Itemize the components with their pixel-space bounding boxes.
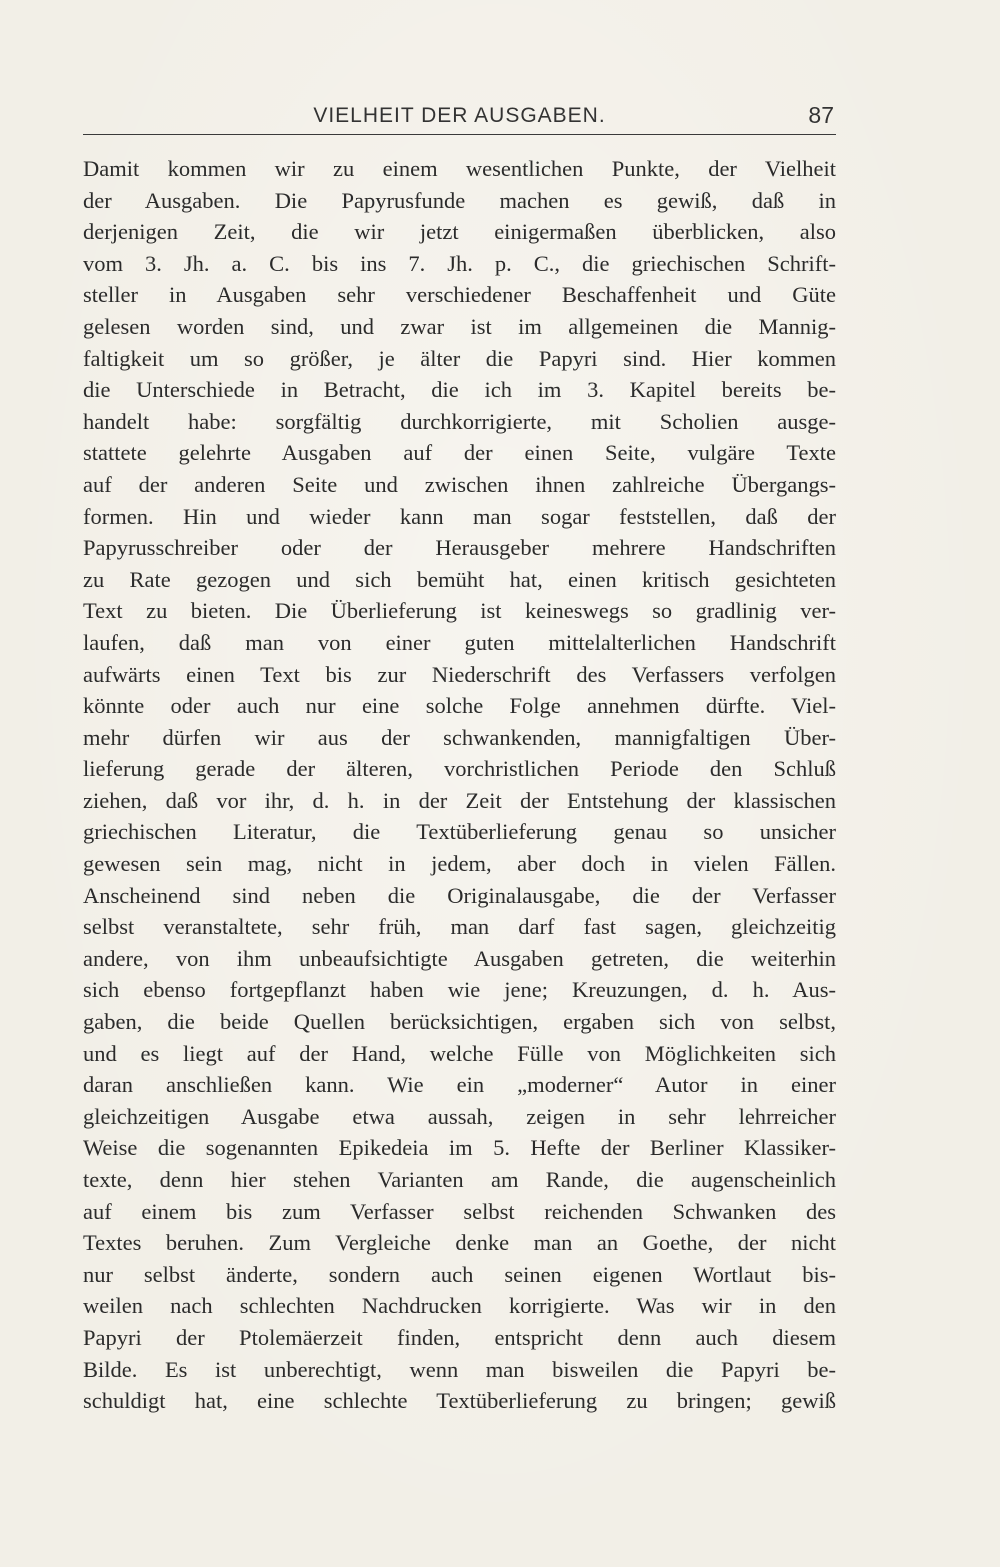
text-line-4: vom 3. Jh. a. C. bis ins 7. Jh. p. C., die griechischen Schrift- [83,250,836,276]
text-line-27: sich ebenso fortgepflanzt haben wie jene; Kreuzungen, d. h. Aus- [83,977,836,1003]
text-line-37: weilen nach schlechten Nachdrucken korrigierte. Was wir in den [83,1293,836,1319]
text-line-29: und es liegt auf der Hand, welche Fülle von Möglichkeiten sich [83,1040,836,1066]
text-line-38: Papyri der Ptolemäerzeit finden, entspricht denn auch diesem [83,1324,836,1350]
running-head: VIELHEIT DER AUSGABEN. [313,104,606,127]
text-line-2: der Ausgaben. Die Papyrusfunde machen es gewiß, daß in [83,187,836,213]
body-text [83,153,836,1417]
text-line-35: Textes beruhen. Zum Vergleiche denke man an Goethe, der nicht [83,1230,836,1256]
text-line-26: andere, von ihm unbeaufsichtigte Ausgaben getreten, die weiterhin [83,945,836,971]
text-line-15: Text zu bieten. Die Überlieferung ist keineswegs so gradlinig ver- [83,598,836,624]
text-line-31: gleichzeitigen Ausgabe etwa aussah, zeigen in sehr lehrreicher [83,1103,836,1129]
text-line-40: schuldigt hat, eine schlechte Textüberlieferung zu bringen; gewiß [83,1388,836,1414]
text-line-20: lieferung gerade der älteren, vorchristlichen Periode den Schluß [83,756,836,782]
text-line-25: selbst veranstaltete, sehr früh, man darf fast sagen, gleichzeitig [83,914,836,940]
text-line-24: Anscheinend sind neben die Originalausgabe, die der Verfasser [83,882,836,908]
text-line-21: ziehen, daß vor ihr, d. h. in der Zeit der Entstehung der klassischen [83,787,836,813]
text-line-18: könnte oder auch nur eine solche Folge annehmen dürfte. Viel- [83,693,836,719]
text-line-9: handelt habe: sorgfältig durchkorrigierte, mit Scholien ausge- [83,408,836,434]
text-line-1: Damit kommen wir zu einem wesentlichen Punkte, der Vielheit [83,156,836,181]
text-line-16: laufen, daß man von einer guten mittelalterlichen Handschrift [83,629,836,655]
text-line-6: gelesen worden sind, und zwar ist im allgemeinen die Mannig- [83,313,836,339]
text-line-17: aufwärts einen Text bis zur Niederschrift des Verfassers verfolgen [83,661,836,687]
text-line-5: steller in Ausgaben sehr verschiedener Beschaffenheit und Güte [83,282,836,308]
text-line-39: Bilde. Es ist unberechtigt, wenn man bisweilen die Papyri be- [83,1356,836,1382]
text-line-32: Weise die sogenannten Epikedeia im 5. Hefte der Berliner Klassiker- [83,1135,836,1161]
text-line-3: derjenigen Zeit, die wir jetzt einigermaßen überblicken, also [83,219,836,245]
page-number: 87 [808,102,834,128]
text-line-30: daran anschließen kann. Wie ein „moderner“ Autor in einer [83,1072,836,1098]
text-line-8: die Unterschiede in Betracht, die ich im 3. Kapitel bereits be- [83,377,836,403]
text-line-23: gewesen sein mag, nicht in jedem, aber doch in vielen Fällen. [83,851,836,877]
text-line-10: stattete gelehrte Ausgaben auf der einen Seite, vulgäre Texte [83,440,836,466]
text-line-13: Papyrusschreiber oder der Herausgeber mehrere Handschriften [83,535,836,561]
text-line-11: auf der anderen Seite und zwischen ihnen zahlreiche Übergangs- [83,471,836,497]
text-line-28: gaben, die beide Quellen berücksichtigen, ergaben sich von selbst, [83,1009,836,1035]
text-line-36: nur selbst änderte, sondern auch seinen eigenen Wortlaut bis- [83,1261,836,1287]
text-line-12: formen. Hin und wieder kann man sogar feststellen, daß der [83,503,836,529]
text-line-7: faltigkeit um so größer, je älter die Papyri sind. Hier kommen [83,345,836,371]
text-line-33: texte, denn hier stehen Varianten am Rande, die augenscheinlich [83,1167,836,1192]
page-header [83,98,836,135]
text-line-34: auf einem bis zum Verfasser selbst reichenden Schwanken des [83,1198,836,1224]
text-line-19: mehr dürfen wir aus der schwankenden, mannigfaltigen Über- [83,724,836,750]
text-line-22: griechischen Literatur, die Textüberlieferung genau so unsicher [83,819,836,845]
text-line-14: zu Rate gezogen und sich bemüht hat, einen kritisch gesichteten [83,566,836,592]
